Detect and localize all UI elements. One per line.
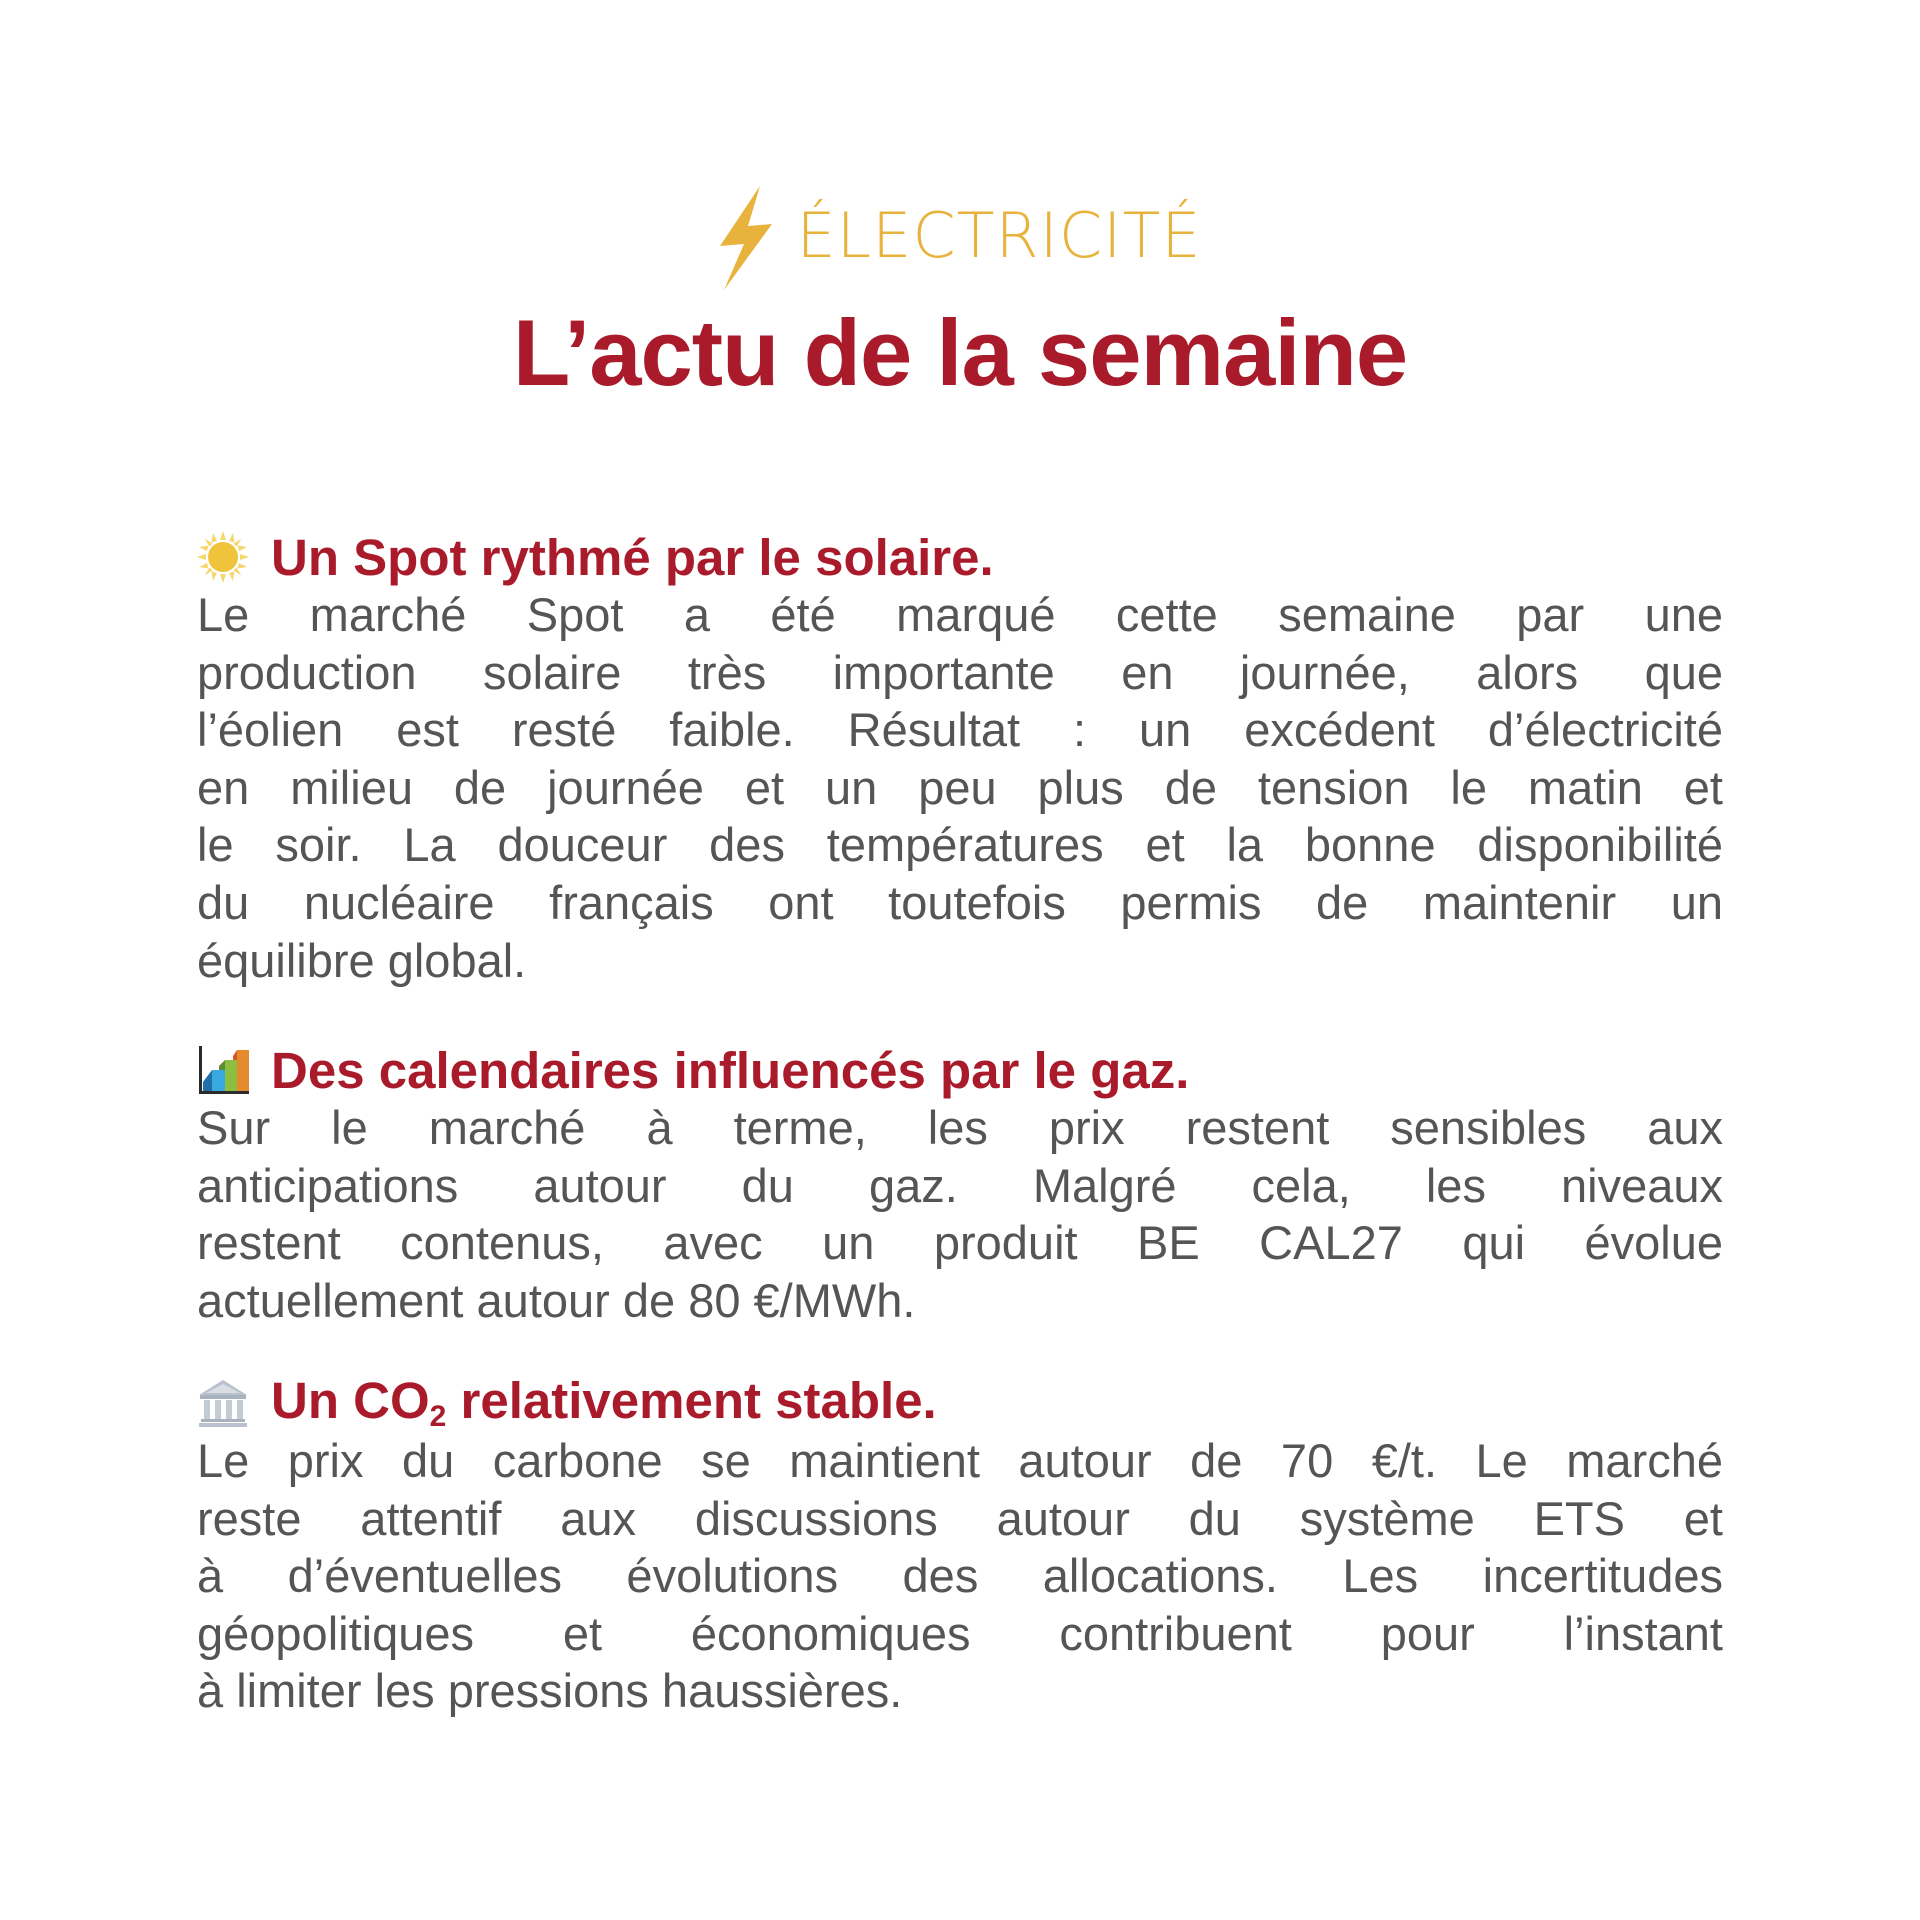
section-heading	[271, 1371, 937, 1433]
body-line: géopolitiques et économiques contribuent pour l’instant	[197, 1606, 1723, 1660]
body-line: Sur le marché à terme, les prix restent sensibles aux	[197, 1101, 1723, 1154]
news-section-forward-prices	[197, 1041, 1723, 1329]
body-line: anticipations autour du gaz. Malgré cela, les niveaux	[197, 1158, 1723, 1212]
section-body	[197, 1099, 1723, 1329]
category-label: ÉLECTRICITÉ	[796, 199, 1202, 272]
category-kicker	[0, 182, 1920, 290]
body-line: du nucléaire français ont toutefois permis de maintenir un	[197, 875, 1723, 929]
section-body	[197, 1432, 1723, 1720]
body-line: actuellement autour de 80 €/MWh.	[197, 1273, 916, 1327]
body-line: reste attentif aux discussions autour du système ETS et	[197, 1491, 1723, 1545]
section-body	[197, 586, 1723, 989]
section-heading: Des calendaires influencés par le gaz.	[271, 1041, 1190, 1099]
section-heading-row	[197, 528, 1723, 586]
subscript-2: 2	[429, 1399, 447, 1433]
section-heading-row	[197, 1371, 1723, 1433]
page-title: L’actu de la semaine	[512, 300, 1408, 405]
heading-part: relativement stable.	[446, 1371, 937, 1429]
section-heading: Un Spot rythmé par le solaire.	[271, 528, 994, 586]
body-line: équilibre global.	[197, 933, 527, 987]
body-line: à d’éventuelles évolutions des allocations. Les incertitudes	[197, 1549, 1723, 1603]
body-line: Le prix du carbone se maintient autour de 70 €/t. Le marché	[197, 1434, 1723, 1487]
news-section-spot	[197, 528, 1723, 989]
body-line: production solaire très importante en journée, alors que	[197, 645, 1723, 699]
body-line: en milieu de journée et un peu plus de tension le matin et	[197, 760, 1723, 814]
body-line: le soir. La douceur des températures et la bonne disponibilité	[197, 818, 1723, 872]
section-heading-row	[197, 1041, 1723, 1099]
body-line: à limiter les pressions haussières.	[197, 1664, 903, 1718]
heading-part: Un CO	[271, 1371, 430, 1429]
bank-building-icon	[197, 1377, 249, 1429]
news-section-co2	[197, 1371, 1723, 1720]
body-line: l’éolien est resté faible. Résultat : un excédent d’électricité	[197, 703, 1723, 757]
body-line: restent contenus, avec un produit BE CAL27 qui évolue	[197, 1216, 1723, 1270]
bar-chart-icon	[197, 1044, 249, 1096]
lightning-bolt-icon	[718, 186, 774, 290]
body-line: Le marché Spot a été marqué cette semaine par une	[197, 588, 1723, 641]
sun-icon	[197, 531, 249, 583]
